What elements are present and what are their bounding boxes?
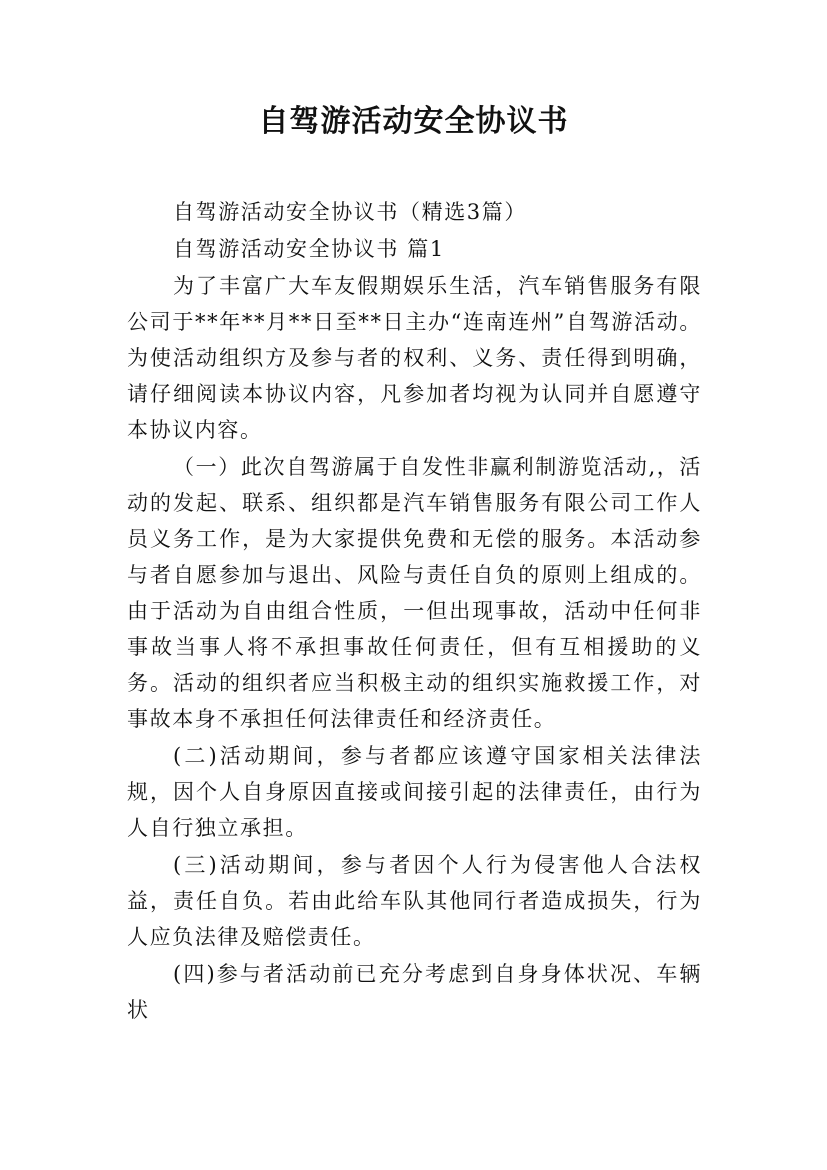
document-title: 自驾游活动安全协议书 bbox=[258, 104, 569, 139]
clause-1-paragraph: （一）此次自驾游属于自发性非赢利制游览活动,，活动的发起、联系、组织都是汽车销售服务有限公司工作人员义务工作，是为大家提供免费和无偿的服务。本活动参与者自愿参加与退出、风险与责任自负的原则上组成的。由于活动为自由组合性质，一但出现事故，活动中任何非事故当事人将不承担事故任何责任，但有互相援助的义务。活动的组织者应当积极主动的组织实施救援工作，对事故本身不承担任何法律责任和经济责任。 bbox=[127, 455, 702, 731]
clause-2-paragraph: (二)活动期间，参与者都应该遵守国家相关法律法规，因个人自身原因直接或间接引起的法律责任，由行为人自行独立承担。 bbox=[127, 744, 702, 840]
clause-4-paragraph: (四)参与者活动前已充分考虑到自身身体状况、车辆状 bbox=[127, 962, 702, 1022]
section-heading: 自驾游活动安全协议书 篇1 bbox=[173, 237, 445, 261]
document-subtitle: 自驾游活动安全协议书（精选3篇） bbox=[173, 200, 527, 224]
document-body bbox=[127, 194, 702, 1028]
clause-3-paragraph: (三)活动期间，参与者因个人行为侵害他人合法权益，责任自负。若由此给车队其他同行者造成损失，行为人应负法律及赔偿责任。 bbox=[127, 853, 702, 949]
intro-paragraph: 为了丰富广大车友假期娱乐生活，汽车销售服务有限公司于**年**月**日至**日主办“连南连州”自驾游活动。为使活动组织方及参与者的权利、义务、责任得到明确，请仔细阅读本协议内容，凡参加者均视为认同并自愿遵守本协议内容。 bbox=[127, 274, 702, 442]
